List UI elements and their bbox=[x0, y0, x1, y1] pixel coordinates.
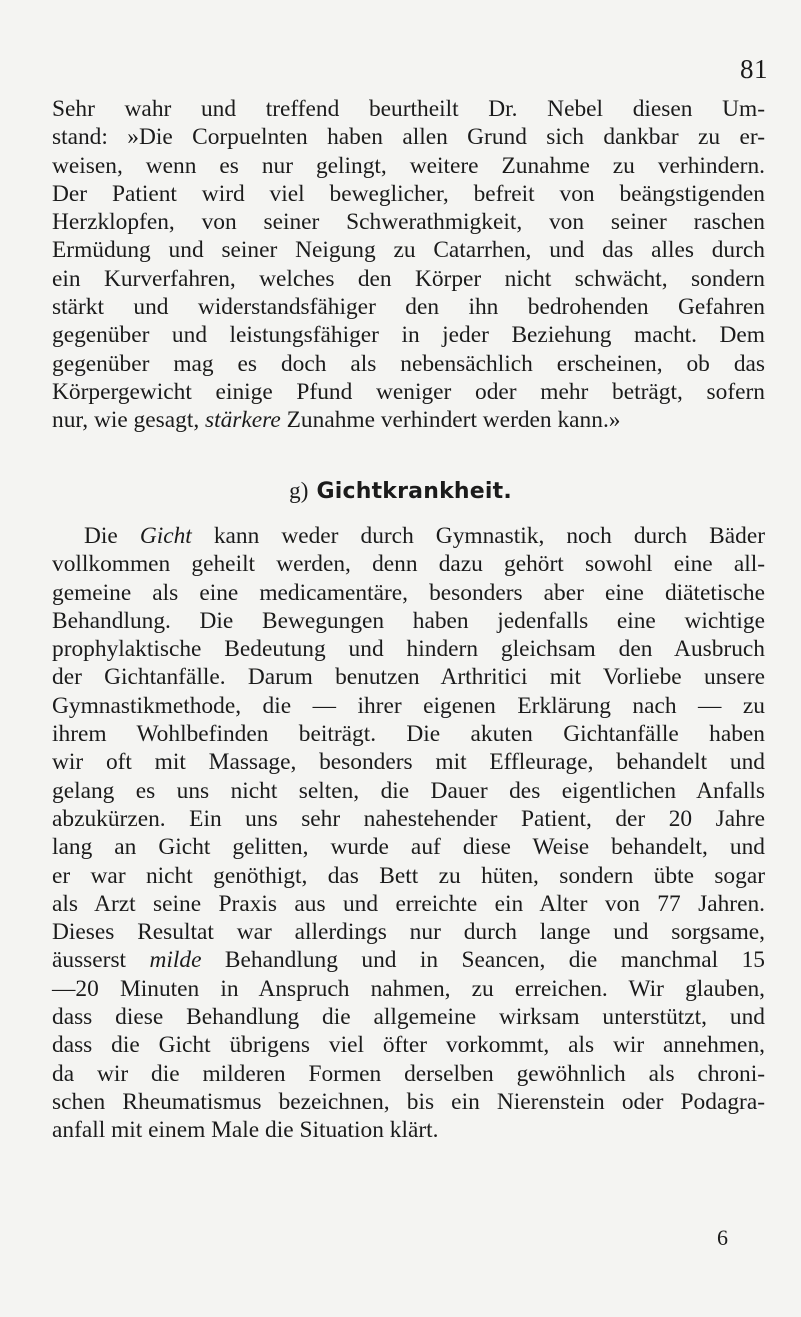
text-line: gegenüber mag es doch als nebensächlich erscheinen, ob das bbox=[52, 350, 765, 377]
section-letter: g) bbox=[289, 478, 309, 503]
text-line: dass diese Behandlung die allgemeine wirksam unterstützt, und bbox=[52, 1004, 765, 1031]
text-line: Behandlung. Die Bewegungen haben jedenfalls eine wichtige bbox=[52, 607, 765, 634]
text-line: stand: »Die Corpuelnten haben allen Grund sich dankbar zu er- bbox=[52, 124, 765, 151]
text-line: Dieses Resultat war allerdings nur durch lange und sorgsame, bbox=[52, 919, 765, 946]
text-run: Behandlung und in Seancen, die manchmal 15 bbox=[201, 947, 765, 974]
text-line: —20 Minuten in Anspruch nahmen, zu erreichen. Wir glauben, bbox=[52, 975, 765, 1002]
signature-mark: 6 bbox=[717, 1225, 728, 1250]
text-line: weisen, wenn es nur gelingt, weitere Zunahme zu verhindern. bbox=[52, 152, 765, 179]
text-line: dass die Gicht übrigens viel öfter vorkommt, als wir annehmen, bbox=[52, 1032, 765, 1059]
text-line: abzukürzen. Ein uns sehr nahestehender Patient, der 20 Jahre bbox=[52, 805, 765, 832]
text-line: ein Kurverfahren, welches den Körper nicht schwächt, sondern bbox=[52, 265, 765, 292]
text-line: ihrem Wohlbefinden beiträgt. Die akuten Gichtanfälle haben bbox=[52, 721, 765, 748]
text-line: er war nicht genöthigt, das Bett zu hüten, sondern übte sogar bbox=[52, 862, 765, 889]
text-line: Ermüdung und seiner Neigung zu Catarrhen, und das alles durch bbox=[52, 237, 765, 264]
text-run: nur, wie gesagt, bbox=[52, 407, 206, 434]
text-line: schen Rheumatismus bezeichnen, bis ein Nierenstein oder Podagra- bbox=[52, 1088, 765, 1115]
section-heading bbox=[0, 478, 801, 504]
text-line bbox=[52, 522, 765, 550]
text-line: anfall mit einem Male die Situation klärt. bbox=[52, 1117, 439, 1144]
text-run: kann weder durch Gymnastik, noch durch Bäder bbox=[191, 523, 765, 549]
section-title: Gichtkrankheit. bbox=[316, 479, 512, 504]
text-line: Der Patient wird viel beweglicher, befreit von beängstigenden bbox=[52, 180, 765, 207]
text-line bbox=[52, 946, 765, 974]
paragraph-nebel-quote bbox=[52, 95, 765, 435]
text-line: stärkt und widerstandsfähiger den ihn bedrohenden Gefahren bbox=[52, 294, 765, 321]
page-number: 81 bbox=[740, 54, 768, 84]
text-line: prophylaktische Bedeutung und hindern gleichsam den Ausbruch bbox=[52, 636, 765, 663]
text-line: lang an Gicht gelitten, wurde auf diese Weise behandelt, und bbox=[52, 834, 765, 861]
text-line bbox=[52, 406, 765, 434]
text-line: gelang es uns nicht selten, die Dauer des eigentlichen Anfalls bbox=[52, 777, 765, 804]
text-line: vollkommen geheilt werden, denn dazu gehört sowohl eine all- bbox=[52, 551, 765, 578]
text-run: Die bbox=[84, 523, 140, 549]
text-line: der Gichtanfälle. Darum benutzen Arthritici mit Vorliebe unsere bbox=[52, 664, 765, 691]
text-line: als Arzt seine Praxis aus und erreichte ein Alter von 77 Jahren. bbox=[52, 890, 765, 917]
text-line: Sehr wahr und treffend beurtheilt Dr. Nebel diesen Um- bbox=[52, 96, 765, 122]
emphasized-word: Gicht bbox=[139, 523, 192, 549]
emphasized-word: milde bbox=[149, 947, 202, 974]
paragraph-gicht bbox=[52, 522, 765, 1145]
text-run: äusserst bbox=[52, 947, 150, 974]
text-run: Zunahme verhindert werden kann.» bbox=[280, 407, 621, 434]
text-line: Herzklopfen, von seiner Schwerathmigkeit, von seiner raschen bbox=[52, 209, 765, 236]
emphasized-word: stärkere bbox=[205, 407, 281, 434]
text-line: gemeine als eine medicamentäre, besonders aber eine diätetische bbox=[52, 579, 765, 606]
text-line: gegenüber und leistungsfähiger in jeder Beziehung macht. Dem bbox=[52, 322, 765, 349]
text-line: da wir die milderen Formen derselben gewöhnlich als chroni- bbox=[52, 1060, 765, 1087]
text-line: wir oft mit Massage, besonders mit Effleurage, behandelt und bbox=[52, 749, 765, 776]
text-line: Gymnastikmethode, die — ihrer eigenen Erklärung nach — zu bbox=[52, 692, 765, 719]
text-line: Körpergewicht einige Pfund weniger oder mehr beträgt, sofern bbox=[52, 378, 765, 405]
